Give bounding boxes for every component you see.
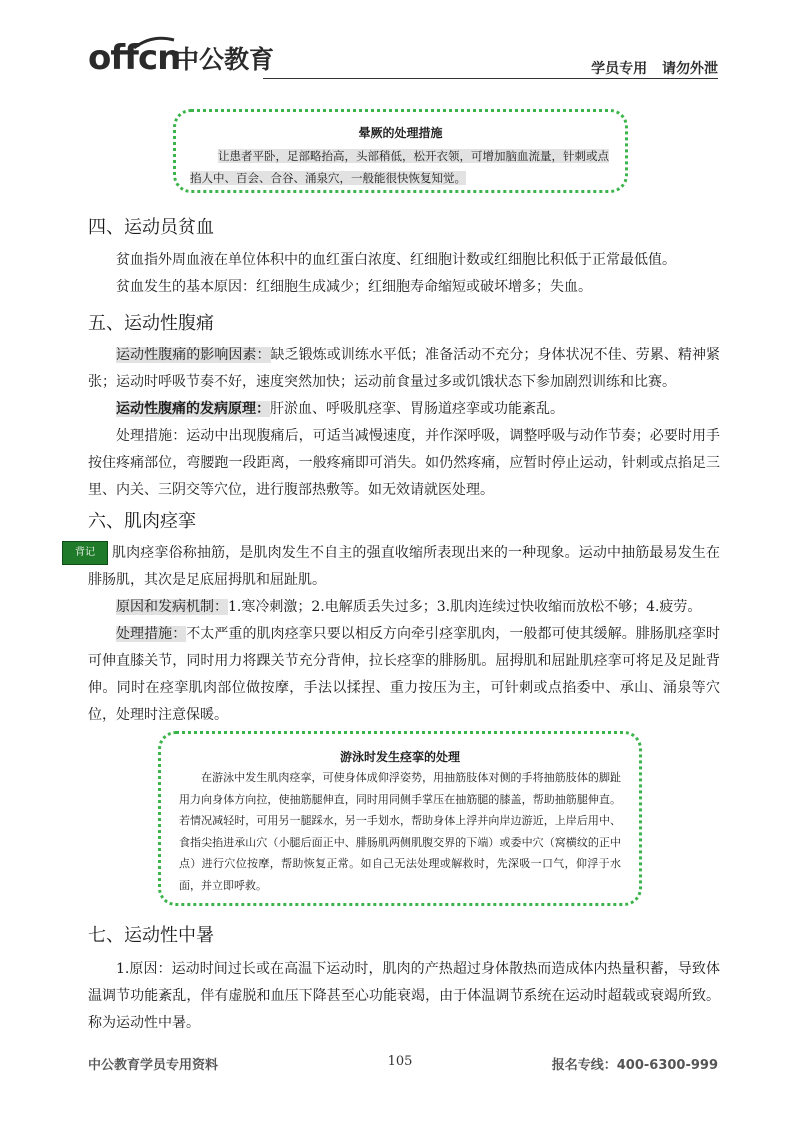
logo-swoosh-icon	[132, 36, 176, 50]
header-rule	[263, 78, 718, 79]
box-title: 晕厥的处理措施	[358, 126, 443, 140]
box-body: 让患者平卧，足部略抬高，头部稍低，松开衣领，可增加脑血流量，针刺或点掐人中、百会、合谷、涌泉穴，一般能很快恢复知觉。	[190, 149, 609, 185]
memorize-badge: 背记	[62, 541, 108, 565]
paragraph: 原因和发病机制：1.寒冷刺激；2.电解质丢失过多；3.肌肉连续过快收缩而放松不够；4.疲劳。	[116, 599, 702, 615]
box-title: 游泳时发生痉挛的处理	[339, 750, 460, 764]
header-tag: 学员专用 请勿外泄	[591, 61, 718, 77]
paragraph: 处理措施：不太严重的肌肉痉挛只要以相反方向牵引痉挛肌肉，一般都可使其缓解。腓肠肌痉挛时可伸直膝关节，同时用力将踝关节充分背伸，拉长痉挛的腓肠肌。屈拇肌和屈趾肌痉挛可将足及足趾背伸。同时在痉挛肌肉部位做按摩，手法以揉捏、重力按压为主，可针刺或点掐委中、承山、涌泉等穴位，处理时注意保暖。	[88, 626, 721, 723]
footer-left: 中公教育学员专用资料	[88, 1058, 219, 1073]
paragraph: 贫血指外周血液在单位体积中的血红蛋白浓度、红细胞计数或红细胞比积低于正常最低值。	[116, 252, 676, 268]
paragraph: 运动性腹痛的发病原理：肝淤血、呼吸肌痉挛、胃肠道痉挛或功能紊乱。	[116, 401, 564, 417]
page-number: 105	[387, 1054, 413, 1069]
section-title-heatstroke: 七、运动性中暑	[88, 925, 214, 946]
paragraph: 贫血发生的基本原因：红细胞生成减少；红细胞寿命缩短或破坏增多；失血。	[116, 279, 592, 295]
logo-offcn: offcn	[88, 38, 181, 78]
box-body: 在游泳中发生肌肉痉挛，可使身体成仰浮姿势，用抽筋肢体对侧的手将抽筋肢体的脚趾用力向身体方向拉，使抽筋腿伸直，同时用同侧手掌压在抽筋腿的膝盖，帮助抽筋腿伸直。若情况减轻时，可用另一腿踩水，另一手划水，帮助身体上浮并向岸边游近，上岸后用中、食指尖掐进承山穴（小腿后面正中、腓肠肌两侧肌腹交界的下端）或委中穴（窝横纹的正中点）进行穴位按摩，帮助恢复正常。如自己无法处理或解救时，先深吸一口气，仰浮于水面，并立即呼救。	[179, 771, 621, 892]
section-title-muscle-cramp: 六、肌肉痉挛	[88, 511, 196, 532]
paragraph: 1.原因：运动时间过长或在高温下运动时，肌肉的产热超过身体散热而造成体内热量积蓄，导致体温调节功能紊乱，伴有虚脱和血压下降甚至心功能衰竭，由于体温调节系统在运动时超载或衰竭所致。称为运动性中暑。	[88, 961, 720, 1031]
swimming-cramp-box	[158, 731, 642, 906]
paragraph: 肌肉痉挛俗称抽筋，是肌肉发生不自主的强直收缩所表现出来的一种现象。运动中抽筋最易发生在腓肠肌，其次是足底屈拇肌和屈趾肌。	[88, 545, 720, 588]
fainting-treatment-box	[173, 109, 628, 193]
logo-chinese: 中公教育	[174, 45, 275, 74]
section-title-anemia: 四、运动员贫血	[88, 217, 214, 238]
paragraph: 运动性腹痛的影响因素：缺乏锻炼或训练水平低；准备活动不充分；身体状况不佳、劳累、精神紧张；运动时呼吸节奏不好，速度突然加快；运动前食量过多或饥饿状态下参加剧烈训练和比赛。	[88, 347, 721, 390]
footer-hotline: 报名专线：400-6300-999	[551, 1058, 718, 1073]
section-title-abdominal-pain: 五、运动性腹痛	[88, 313, 214, 334]
paragraph: 处理措施：运动中出现腹痛后，可适当减慢速度，并作深呼吸，调整呼吸与动作节奏；必要时用手按住疼痛部位，弯腰跑一段距离，一般疼痛即可消失。如仍然疼痛，应暂时停止运动，针刺或点掐足三里、内关、三阴交等穴位，进行腹部热敷等。如无效请就医处理。	[88, 428, 720, 498]
